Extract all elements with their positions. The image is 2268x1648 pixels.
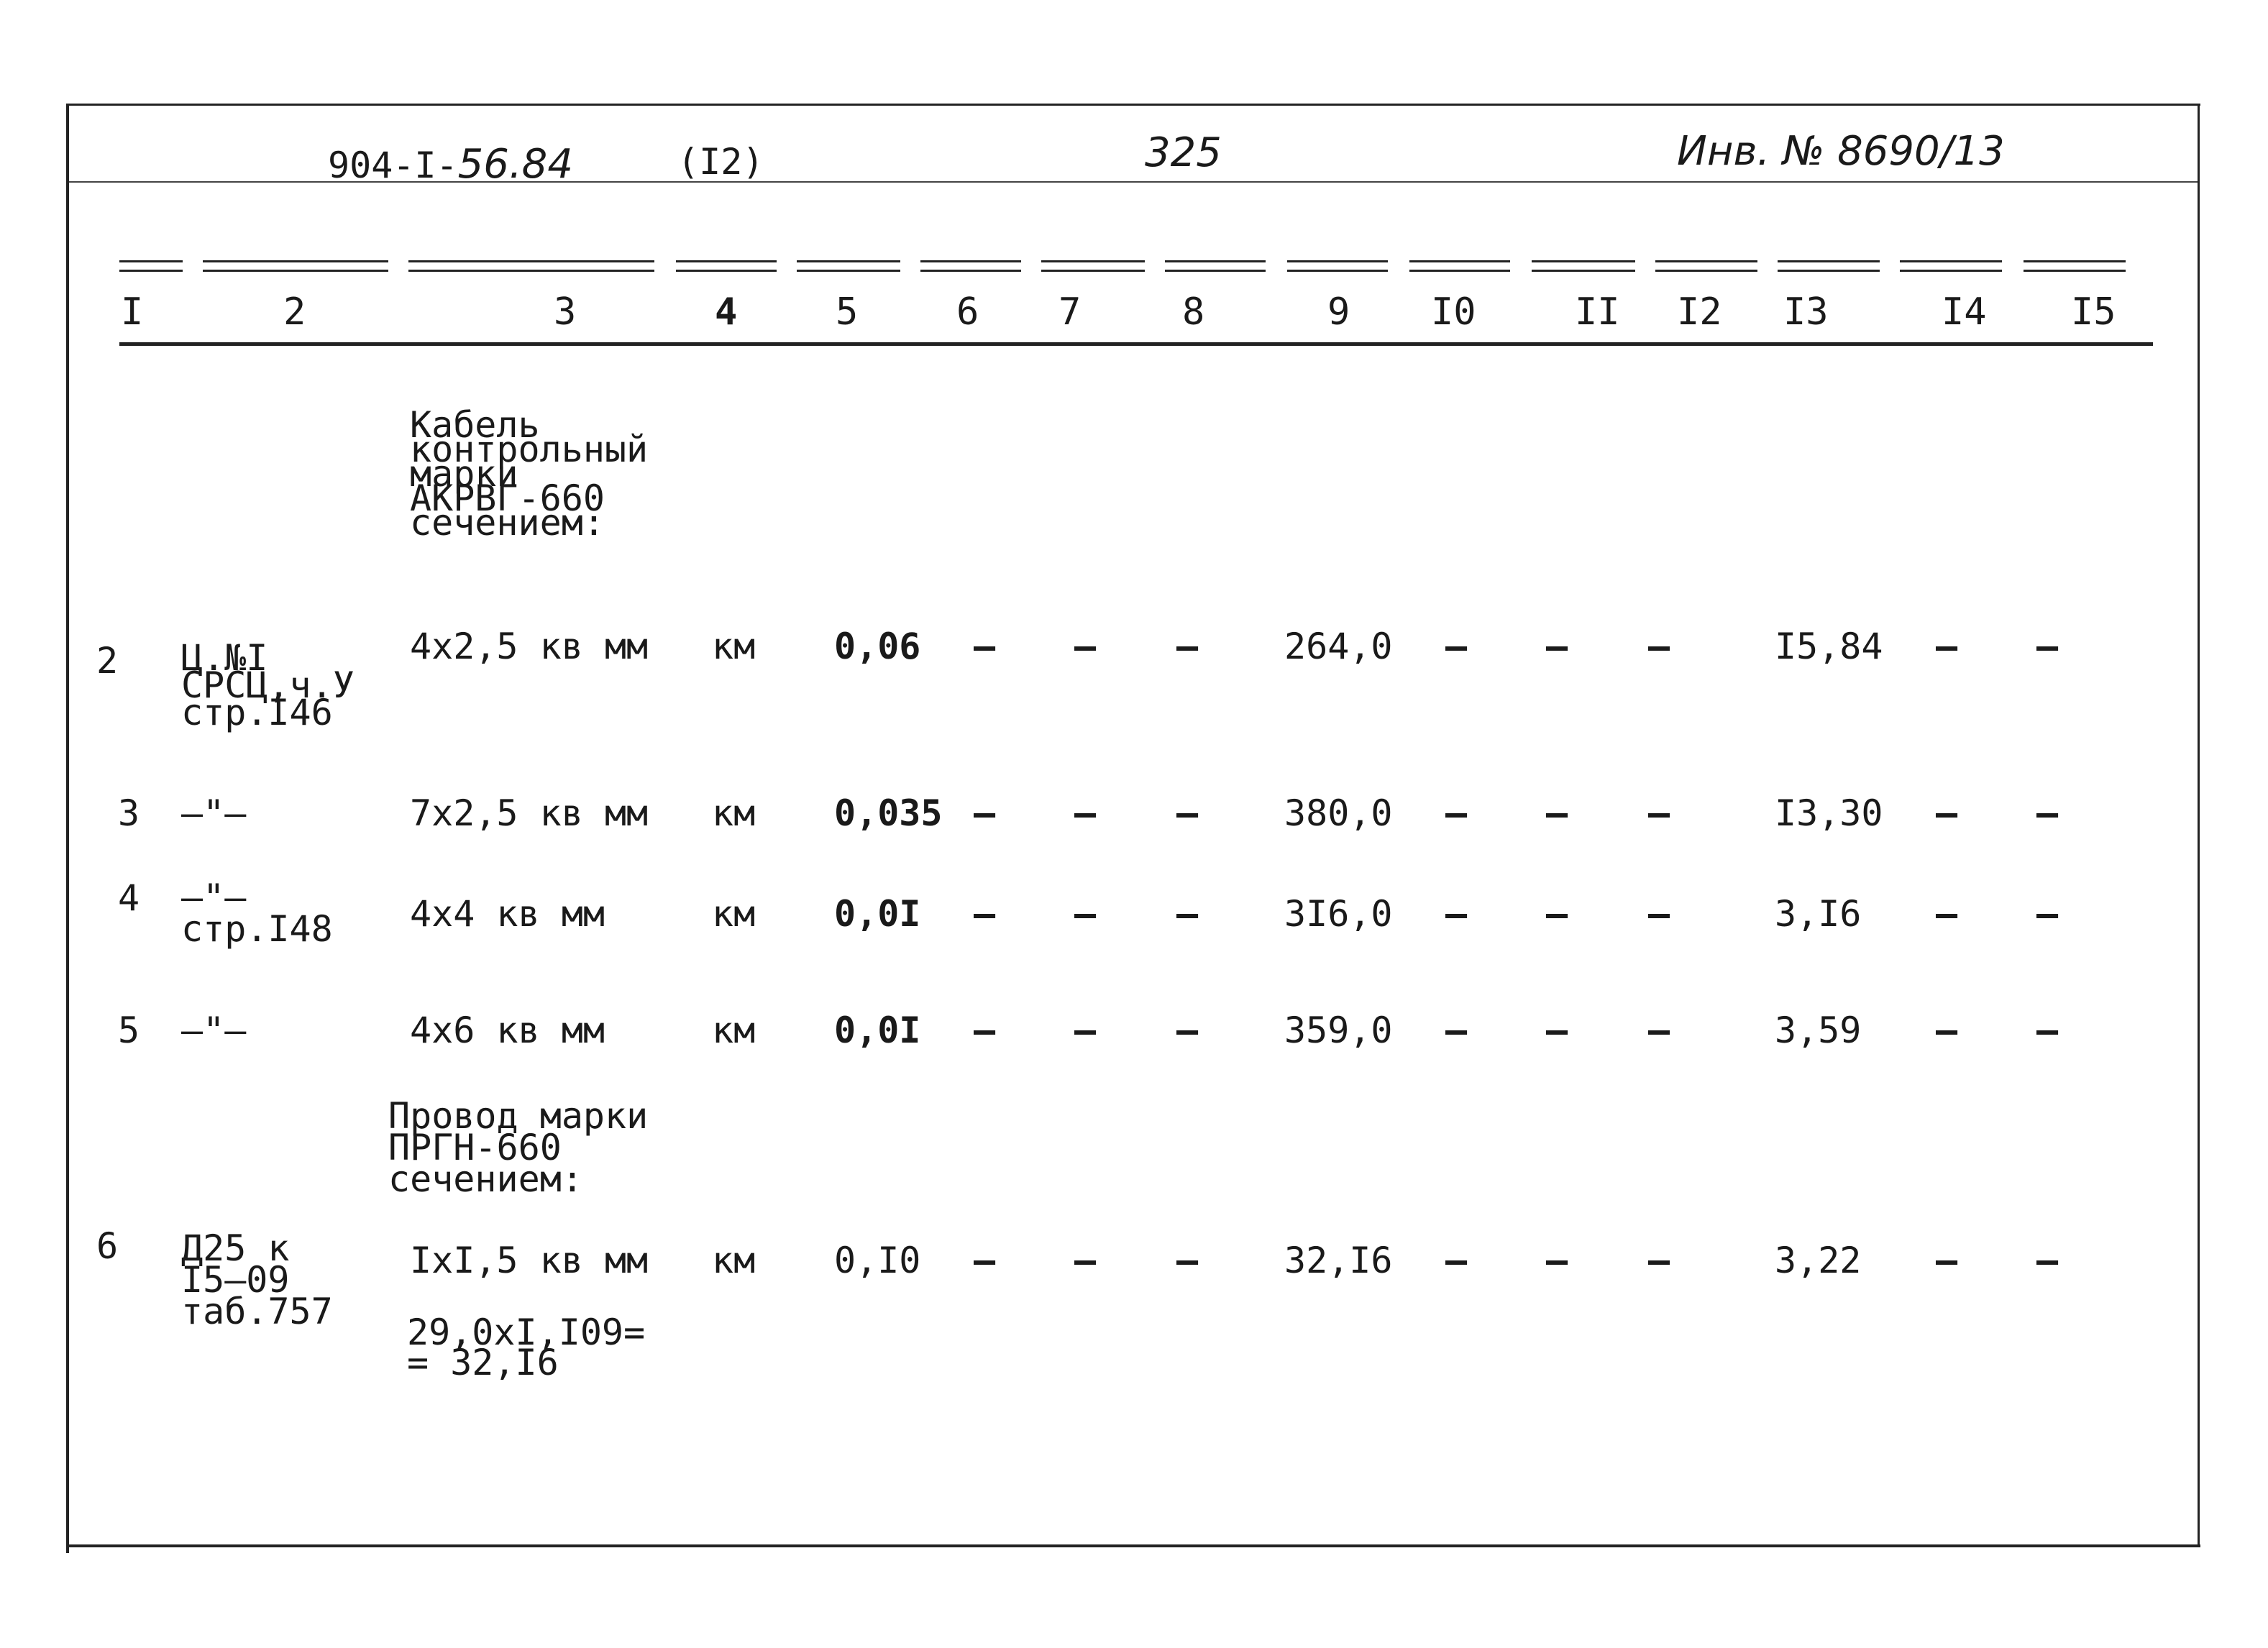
row-unit: км (712, 626, 756, 667)
row-cell-10: – (1445, 792, 1468, 834)
section-title-wire: Провод марки ПРГН-660 сечением: (388, 1095, 649, 1200)
row-cell-8: – (1176, 1010, 1199, 1051)
row-unit: км (712, 792, 756, 834)
row-cell-8: – (1176, 1240, 1199, 1281)
inventory-number (1677, 128, 2005, 175)
column-header-double-line (1041, 260, 1145, 272)
row-total: I5,84 (1775, 626, 1883, 667)
row-cell-12: – (1648, 1240, 1670, 1281)
row-cell-12: – (1648, 626, 1670, 667)
row-reference: –"– (181, 1010, 247, 1051)
column-number-8: 8 (1182, 290, 1205, 334)
section-title-cable: Кабель контрольный марки АКРВГ-660 сечением: (410, 404, 649, 544)
calculation-note: 29,0хI,I09= = 32,I6 (407, 1311, 646, 1383)
column-number-10: I0 (1431, 290, 1476, 334)
row-unit-price: 264,0 (1284, 626, 1393, 667)
row-cell-6: – (974, 792, 996, 834)
row-unit-price: 380,0 (1284, 792, 1393, 834)
row-unit: км (712, 1240, 756, 1281)
row-total: 3,22 (1775, 1240, 1862, 1281)
row-reference: –"– (181, 792, 247, 834)
column-number-1: I (121, 290, 144, 334)
row-cell-15: – (2036, 792, 2059, 834)
column-header-double-line (203, 260, 388, 272)
row-number: 3 (118, 792, 140, 834)
column-header-double-line (119, 260, 183, 272)
row-number: 4 (118, 877, 140, 919)
row-quantity: 0,06 (834, 626, 921, 667)
row-name: 4х6 кв мм (410, 1010, 605, 1051)
column-header-double-line (2024, 260, 2126, 272)
sheet-ref: (I2) (677, 141, 764, 183)
column-header-rule (119, 342, 2153, 346)
row-unit-price: 32,I6 (1284, 1240, 1393, 1281)
row-quantity: 0,0I (834, 893, 921, 935)
page-number: 325 (1145, 129, 1222, 176)
row-cell-12: – (1648, 893, 1670, 935)
row-cell-12: – (1648, 792, 1670, 834)
column-header-double-line (1287, 260, 1388, 272)
row-cell-7: – (1074, 1010, 1097, 1051)
row-number: 5 (118, 1010, 140, 1051)
row-cell-10: – (1445, 626, 1468, 667)
row-total: I3,30 (1775, 792, 1883, 834)
row-quantity: 0,035 (834, 792, 943, 834)
column-number-2: 2 (283, 290, 306, 334)
row-cell-15: – (2036, 1010, 2059, 1051)
row-unit-price: 3I6,0 (1284, 893, 1393, 935)
row-cell-14: – (1936, 626, 1958, 667)
row-cell-15: – (2036, 626, 2059, 667)
row-unit-price: 359,0 (1284, 1010, 1393, 1051)
row-unit: км (712, 1010, 756, 1051)
row-cell-8: – (1176, 792, 1199, 834)
row-quantity: 0,0I (834, 1010, 921, 1051)
row-cell-11: – (1546, 893, 1568, 935)
row-cell-7: – (1074, 893, 1097, 935)
doc-code-handwritten: 56.84 (457, 141, 573, 188)
column-header-double-line (676, 260, 777, 272)
row-cell-14: – (1936, 893, 1958, 935)
row-cell-7: – (1074, 1240, 1097, 1281)
column-number-14: I4 (1942, 290, 1987, 334)
row-cell-11: – (1546, 626, 1568, 667)
row-cell-11: – (1546, 1010, 1568, 1051)
inventory-label: Инв. № (1677, 128, 1825, 175)
row-name: 4х2,5 кв мм (410, 626, 649, 667)
frame-right-border (2198, 104, 2200, 1547)
frame-top-border (66, 104, 2200, 106)
row-total: 3,I6 (1775, 893, 1862, 935)
inventory-value: 8690/13 (1837, 128, 2005, 175)
row-name: 7х2,5 кв мм (410, 792, 649, 834)
row-cell-14: – (1936, 792, 1958, 834)
column-number-6: 6 (956, 290, 979, 334)
row-name: IхI,5 кв мм (410, 1240, 649, 1281)
row-unit: км (712, 893, 756, 935)
row-cell-6: – (974, 626, 996, 667)
row-quantity: 0,I0 (834, 1240, 921, 1281)
row-cell-15: – (2036, 893, 2059, 935)
frame-left-border (66, 104, 69, 1553)
row-cell-14: – (1936, 1010, 1958, 1051)
column-header-double-line (797, 260, 900, 272)
row-cell-11: – (1546, 792, 1568, 834)
column-header-double-line (1532, 260, 1635, 272)
column-number-11: II (1575, 290, 1620, 334)
column-header-double-line (1409, 260, 1510, 272)
doc-code (328, 141, 573, 188)
row-cell-11: – (1546, 1240, 1568, 1281)
row-cell-15: – (2036, 1240, 2059, 1281)
row-cell-6: – (974, 893, 996, 935)
column-number-7: 7 (1058, 290, 1082, 334)
row-cell-7: – (1074, 626, 1097, 667)
column-number-15: I5 (2071, 290, 2116, 334)
column-header-double-line (1778, 260, 1880, 272)
row-cell-6: – (974, 1240, 996, 1281)
column-number-13: I3 (1783, 290, 1829, 334)
row-reference: –"– стр.I48 (181, 876, 333, 950)
row-cell-8: – (1176, 893, 1199, 935)
row-reference: Д25 к I5–09 таб.757 (181, 1227, 333, 1332)
frame-bottom-border (66, 1544, 2200, 1547)
row-cell-6: – (974, 1010, 996, 1051)
column-number-12: I2 (1677, 290, 1722, 334)
column-header-double-line (1655, 260, 1757, 272)
row-number: 2 (96, 640, 119, 682)
row-number: 6 (96, 1225, 119, 1267)
row-cell-7: – (1074, 792, 1097, 834)
row-reference: Ц.№I СРСЦ,ч.У стр.I46 (181, 637, 355, 733)
column-number-4: 4 (715, 290, 738, 334)
column-header-double-line (1900, 260, 2002, 272)
row-total: 3,59 (1775, 1010, 1862, 1051)
row-cell-12: – (1648, 1010, 1670, 1051)
row-cell-14: – (1936, 1240, 1958, 1281)
column-header-double-line (408, 260, 654, 272)
row-cell-10: – (1445, 1010, 1468, 1051)
row-name: 4х4 кв мм (410, 893, 605, 935)
row-cell-8: – (1176, 626, 1199, 667)
column-header-double-line (1165, 260, 1266, 272)
doc-code-printed: 904-I- (328, 145, 458, 186)
column-number-9: 9 (1327, 290, 1350, 334)
column-number-5: 5 (836, 290, 859, 334)
row-cell-10: – (1445, 1240, 1468, 1281)
column-number-3: 3 (554, 290, 577, 334)
row-cell-10: – (1445, 893, 1468, 935)
column-header-double-line (920, 260, 1021, 272)
